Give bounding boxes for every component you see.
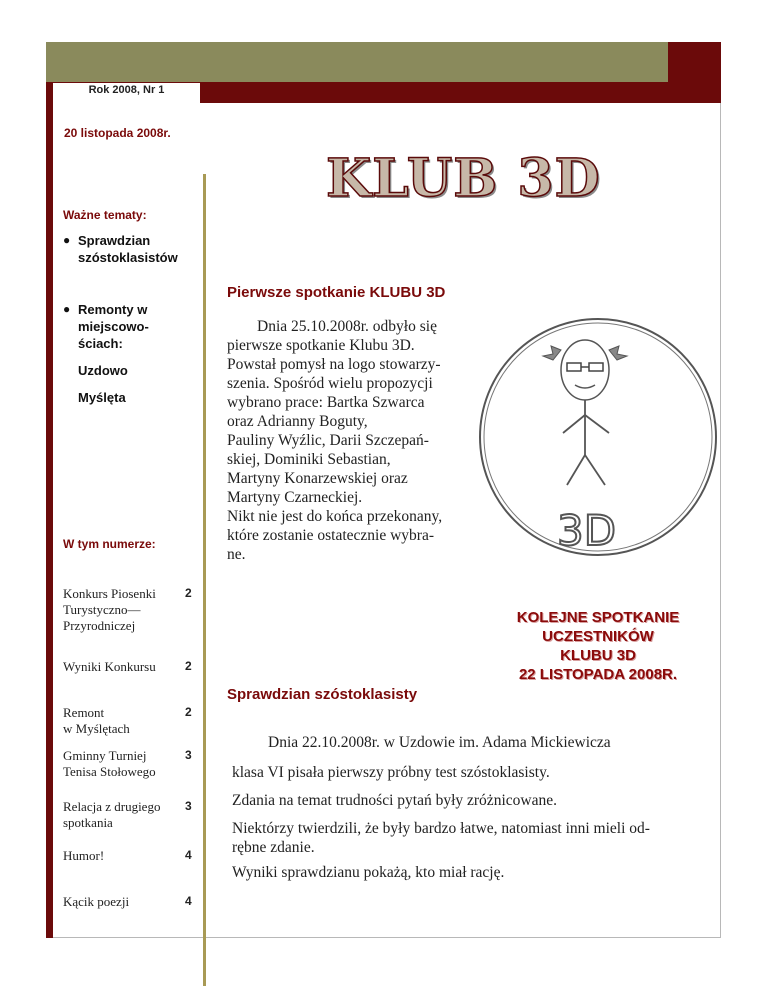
toc-page-number: 2 xyxy=(185,705,192,719)
article2-paragraph: Zdania na temat trudności pytań były zróżnicowane. xyxy=(232,792,557,809)
issue-label: Rok 2008, Nr 1 xyxy=(88,84,165,96)
place-uzdowo: Uzdowo xyxy=(78,363,128,378)
bullet-icon: ● xyxy=(63,233,71,247)
toc-title-line: Tenisa Stołowego xyxy=(63,764,156,779)
article1-line: Dnia 25.10.2008r. odbyło się xyxy=(257,318,437,335)
stick-figure-icon xyxy=(543,340,627,485)
header-maroon-stripe xyxy=(200,82,668,103)
announcement-line: 22 LISTOPADA 2008R. xyxy=(518,666,678,683)
topic-line: Sprawdzian xyxy=(78,233,151,248)
topic-line: szóstoklasistów xyxy=(78,250,178,265)
article1-line: Nikt nie jest do końca przekonany, xyxy=(227,508,443,525)
article1-line: szenia. Spośród wielu propozycji xyxy=(227,375,433,392)
article2-line: rębne zdanie. xyxy=(232,839,315,856)
toc-title-line: Przyrodniczej xyxy=(63,618,136,633)
topics-heading: Ważne tematy: xyxy=(63,208,147,222)
sidebar-divider xyxy=(203,174,206,986)
header-maroon-block xyxy=(668,42,721,82)
toc-title-line: Relacja z drugiego xyxy=(63,799,161,814)
masthead-title: KLUB 3D xyxy=(326,148,601,209)
contents-heading: W tym numerze: xyxy=(63,537,156,551)
header-maroon-corner xyxy=(668,82,721,103)
toc-page-number: 3 xyxy=(185,748,192,762)
topic-line: ściach: xyxy=(78,336,123,351)
toc-page-number: 3 xyxy=(185,799,192,813)
announcement xyxy=(488,608,708,684)
bullet-icon: ● xyxy=(63,302,71,316)
article1-line: oraz Adrianny Boguty, xyxy=(227,413,368,430)
logo-3d-text: 3D xyxy=(557,506,617,555)
article1-line: skiej, Dominiki Sebastian, xyxy=(227,451,391,468)
toc-title-line: spotkania xyxy=(63,815,113,830)
article2-title: Sprawdzian szóstoklasisty xyxy=(227,686,418,703)
article1-line: wybrano prace: Bartka Szwarca xyxy=(227,394,425,411)
article1-body xyxy=(227,317,473,564)
article1-title: Pierwsze spotkanie KLUBU 3D xyxy=(227,284,446,301)
toc-page-number: 2 xyxy=(185,586,192,600)
frame-bottom-border xyxy=(53,937,721,938)
article1-line: które zostanie ostatecznie wybra- xyxy=(227,527,435,544)
article1-line: Martyny Konarzewskiej oraz xyxy=(227,470,408,487)
issue-date: 20 listopada 2008r. xyxy=(64,126,171,140)
topic-line: miejscowo- xyxy=(78,319,149,334)
header-olive-bar xyxy=(46,42,668,82)
topic-line: Remonty w xyxy=(78,302,148,317)
article1-line: Martyny Czarneckiej. xyxy=(227,489,363,506)
place-mysleta: Myślęta xyxy=(78,390,126,405)
article1-line: Pauliny Wyźlic, Darii Szczepań- xyxy=(227,432,429,449)
article1-line: pierwsze spotkanie Klubu 3D. xyxy=(227,337,415,354)
toc-title-line: Humor! xyxy=(63,848,105,863)
frame-right-border xyxy=(720,103,721,938)
announcement-line: UCZESTNIKÓW xyxy=(542,628,654,645)
announcement-line: KOLEJNE SPOTKANIE xyxy=(516,609,680,626)
toc-title-line: Turystyczno— xyxy=(63,602,141,617)
article1-line: Powstał pomysł na logo stowarzy- xyxy=(227,356,441,373)
toc-page-number: 2 xyxy=(185,659,192,673)
toc-page-number: 4 xyxy=(185,848,192,862)
club-logo-image xyxy=(475,305,720,565)
toc-title-line: Kącik poezji xyxy=(63,894,130,909)
article2-paragraph: Dnia 22.10.2008r. w Uzdowie im. Adama Mickiewicza xyxy=(268,734,611,751)
toc-title-line: Konkurs Piosenki xyxy=(63,586,156,601)
article2-paragraph xyxy=(232,819,702,857)
article2-paragraph: Wyniki sprawdzianu pokażą, kto miał rację. xyxy=(232,864,505,881)
toc-title-line: Gminny Turniej xyxy=(63,748,147,763)
toc-title-line: Remont xyxy=(63,705,105,720)
toc-title-line: Wyniki Konkursu xyxy=(63,659,156,674)
toc-title-line: w Myślętach xyxy=(63,721,130,736)
left-border-bar xyxy=(46,82,53,938)
toc-page-number: 4 xyxy=(185,894,192,908)
article2-paragraph: klasa VI pisała pierwszy próbny test szóstoklasisty. xyxy=(232,764,550,781)
article2-line: Niektórzy twierdzili, że były bardzo łatwe, natomiast inni mieli od- xyxy=(232,820,650,837)
announcement-line: KLUBU 3D xyxy=(560,647,636,664)
article1-line: ne. xyxy=(227,546,246,563)
